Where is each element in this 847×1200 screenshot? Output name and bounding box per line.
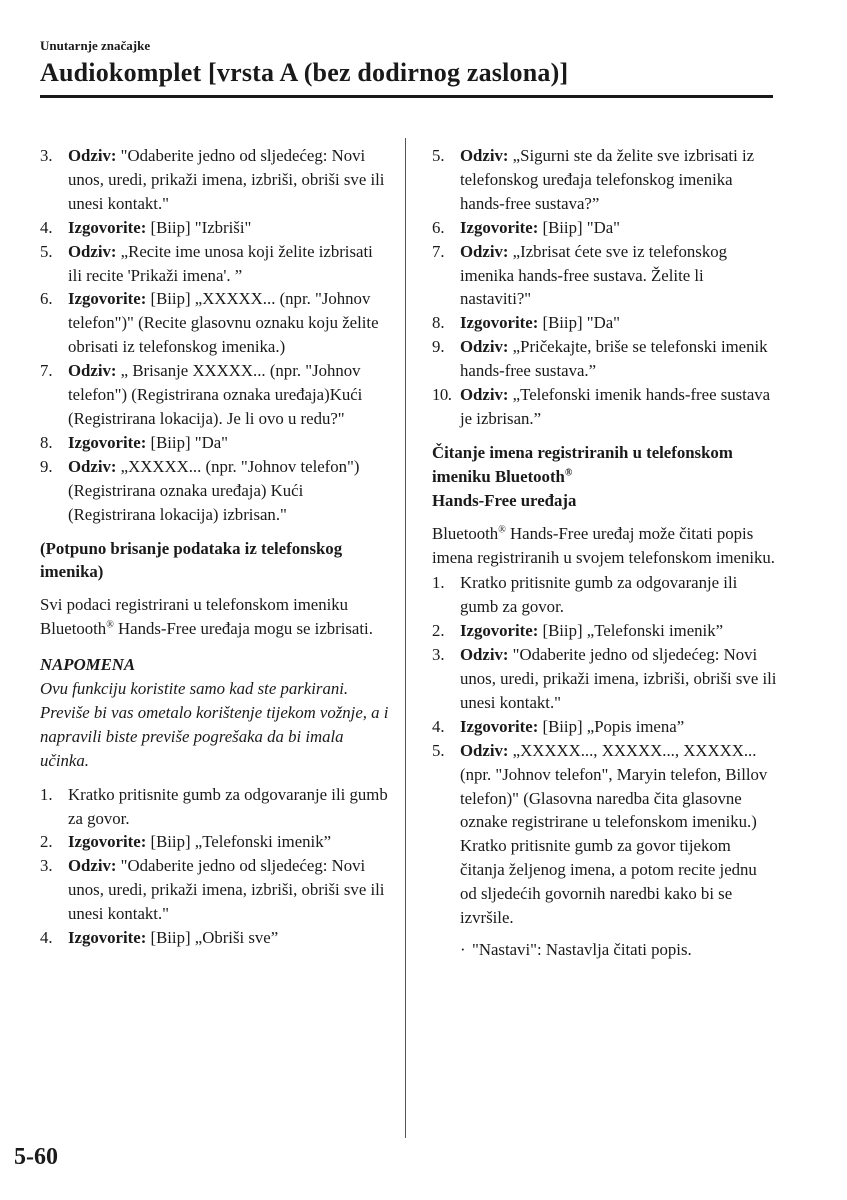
- list-item: 5. Odziv: „Recite ime unosa koji želite izbrisati ili recite 'Prikaži imena'. ”: [40, 241, 373, 285]
- page-number: 5-60: [14, 1144, 58, 1170]
- note-text: Ovu funkciju koristite samo kad ste parkirani. Previše bi vas ometalo korištenje tijekom vožnje, a i napravili biste previše pogrešaka da bi imala učinka.: [40, 679, 389, 770]
- steps-list-delete-entry: [40, 144, 390, 527]
- title-rule: [40, 95, 773, 98]
- section-heading: Čitanje imena registriranih u telefonskom imeniku Bluetooth® Hands-Free uređaja: [432, 442, 733, 510]
- list-item: 2. Izgovorite: [Biip] „Telefonski imenik”: [40, 832, 332, 852]
- column-divider: [405, 138, 406, 1138]
- steps-list-read-names: [432, 571, 777, 962]
- step-continuation: Kratko pritisnite gumb za govor tijekom čitanja željenog imena, a potom recite jednu od sljedećih govornih naredbi kako bi se izvršile.: [460, 836, 757, 928]
- list-item: 8. Izgovorite: [Biip] "Da": [432, 313, 621, 333]
- left-column: [40, 144, 390, 950]
- list-item: 7. Odziv: „ Brisanje XXXXX... (npr. "Johnov telefon") (Registrirana oznaka uređaja)Kući (Registrirana lokacija). Je li ovo u redu?": [40, 361, 363, 428]
- section-heading: (Potpuno brisanje podataka iz telefonskog imenika): [40, 538, 343, 582]
- list-item: 3. Odziv: "Odaberite jedno od sljedećeg: Novi unos, uredi, prikaži imena, izbriši, obriši sve ili unesi kontakt.": [40, 146, 385, 213]
- section-label: Unutarnje značajke: [40, 38, 151, 53]
- list-item: 6. Izgovorite: [Biip] „XXXXX... (npr. "Johnov telefon")" (Recite glasovnu oznaku koju želite obrisati iz telefonskog imenika.): [40, 289, 379, 357]
- list-item: 8. Izgovorite: [Biip] "Da": [40, 432, 229, 452]
- list-item: 2. Izgovorite: [Biip] „Telefonski imenik”: [432, 621, 724, 641]
- list-item: 5. Odziv: „Sigurni ste da želite sve izbrisati iz telefonskog uređaja telefonskog imenika hands-free sustava?”: [432, 146, 755, 213]
- list-item: 6. Izgovorite: [Biip] "Da": [432, 217, 621, 237]
- list-item: 9. Odziv: „XXXXX... (npr. "Johnov telefon") (Registrirana oznaka uređaja) Kući (Registrirana lokacija) izbrisan.": [40, 456, 360, 524]
- right-column: [432, 144, 777, 962]
- list-item: 7. Odziv: „Izbrisat ćete sve iz telefonskog imenika hands-free sustava. Želite li nastaviti?": [432, 241, 728, 309]
- list-item: 3. Odziv: "Odaberite jedno od sljedećeg: Novi unos, uredi, prikaži imena, izbriši, obriši sve ili unesi kontakt.": [432, 645, 777, 712]
- list-item: 1. Kratko pritisnite gumb za odgovaranje ili gumb za govor.: [432, 573, 738, 617]
- paragraph: Bluetooth® Hands-Free uređaj može čitati popis imena registriranih u svojem telefonskom imeniku.: [432, 523, 776, 567]
- page-title: Audiokomplet [vrsta A (bez dodirnog zaslona)]: [40, 58, 569, 87]
- bullet-item: · "Nastavi": Nastavlja čitati popis.: [460, 938, 777, 962]
- steps-list-delete-all: [40, 783, 390, 950]
- paragraph: Svi podaci registrirani u telefonskom imeniku Bluetooth® Hands-Free uređaja mogu se izbrisati.: [40, 595, 373, 639]
- steps-list-delete-all-continued: [432, 144, 777, 431]
- list-item: 4. Izgovorite: [Biip] „Popis imena”: [432, 716, 685, 736]
- list-item: 4. Izgovorite: [Biip] „Obriši sve”: [40, 928, 279, 948]
- list-item: 9. Odziv: „Pričekajte, briše se telefonski imenik hands-free sustava.”: [432, 337, 768, 381]
- list-item: 1. Kratko pritisnite gumb za odgovaranje ili gumb za govor.: [40, 784, 388, 828]
- bullet-dot-icon: ·: [460, 940, 466, 959]
- list-item: 4. Izgovorite: [Biip] "Izbriši": [40, 217, 252, 237]
- list-item: 10. Odziv: „Telefonski imenik hands-free sustava je izbrisan.”: [432, 385, 771, 428]
- list-item: 5. Odziv: „XXXXX..., XXXXX..., XXXXX... (npr. "Johnov telefon", Maryin telefon, Billov telefon)" (Glasovna naredba čita glasovne oznake registrirane u telefonskom imeniku.): [432, 740, 768, 832]
- list-item: 3. Odziv: "Odaberite jedno od sljedećeg: Novi unos, uredi, prikaži imena, izbriši, obriši sve ili unesi kontakt.": [40, 856, 385, 924]
- note-title: NAPOMENA: [40, 655, 136, 675]
